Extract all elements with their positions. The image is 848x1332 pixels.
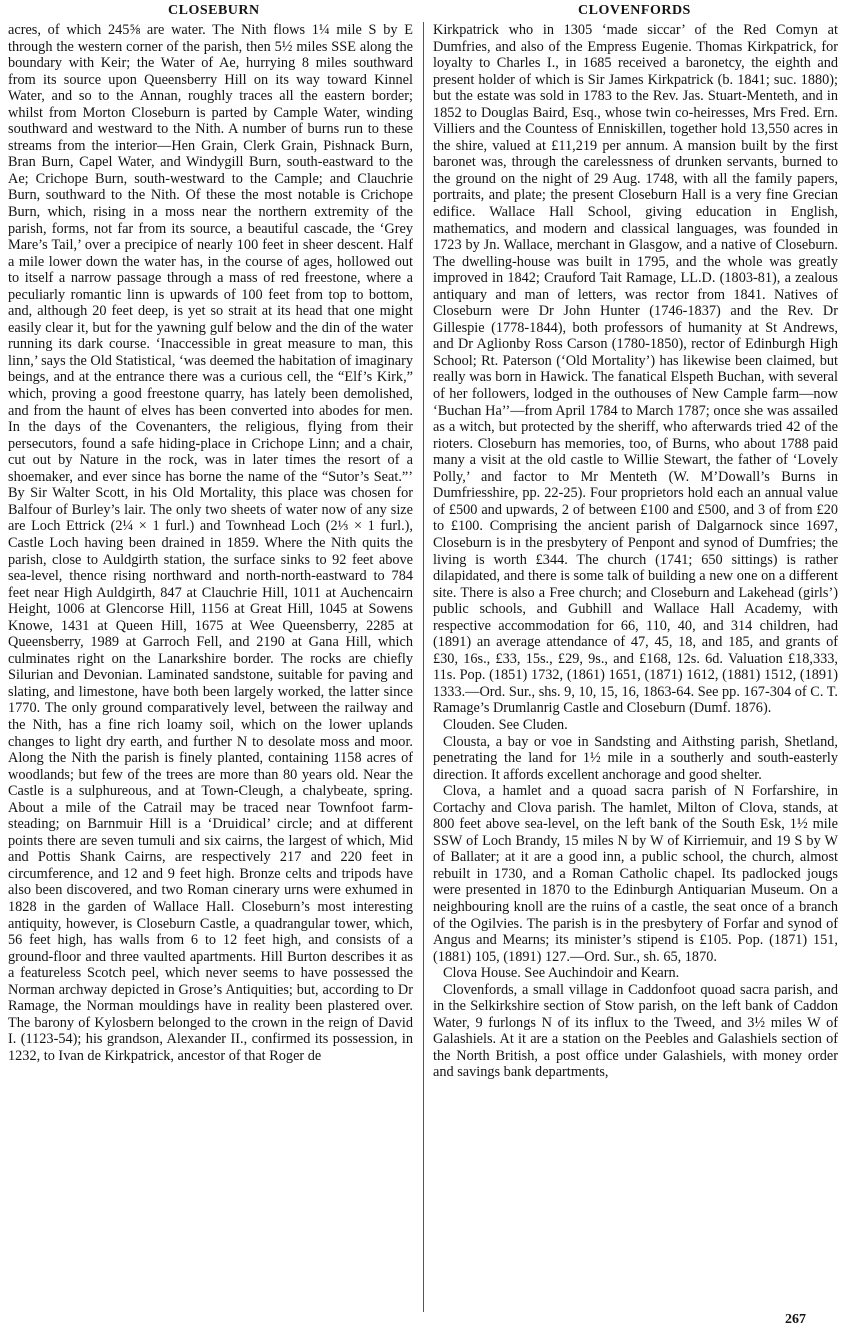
closeburn-text-conclusion: Kirkpatrick who in 1305 ‘made siccar’ of the Red Comyn at Dumfries, and also of the Empress Eugenie. Thomas Kirkpatrick, for loyalty to Charles I., in 1685 received a baronetcy, the eighth and present holder of which is Sir James Kirkpatrick (b. 1841; suc. 1880); but the estate was sold in 1783 to the Rev. Jas. Stuart-Menteth, and in 1852 to Douglas Baird, Esq., whose twin co-heiresses, Mrs Fred. Ern. Villiers and the Countess of Enniskillen, together hold 13,550 acres in the shire, valued at £11,219 per annum. A mansion built by the first baronet was, through the carelessness of drunken servants, burned to the ground on the night of 29 Aug. 1748, with all the family papers, portraits, and plate; the present Closeburn Hall is a very fine Grecian edifice. Wallace Hall School, giving education in English, mathematics, and modern and classical languages, was founded in 1723 by Jn. Wallace, merchant in Glasgow, and a native of Closeburn. The dwelling-house was built in 1795, and the whole was greatly improved in 1842; Crauford Tait Ramage, LL.D. (1803-81), a zealous antiquary and man of letters, was rector from 1841. Natives of Closeburn were Dr John Hunter (1746-1837) and the Rev. Dr Gillespie (1778-1844), both professors of humanity at St Andrews, and Dr Aglionby Ross Carson (1780-1850), rector of Edinburgh High School; Rt. Paterson (‘Old Mortality’) has likewise been claimed, but really was born in Hawick. The fanatical Elspeth Buchan, with several of her followers, lodged in the outhouses of New Cample farm—now ‘Buchan Ha’’—from April 1784 to March 1787; once she was assailed as a witch, but protected by the sheriff, who afterwards tried 42 of the rioters. Closeburn has memories, too, of Burns, who about 1788 paid many a visit at the old castle to Willie Stewart, the father of ‘Lovely Polly,’ and factor to Mr Menteth (W. M’Dowall’s Burns in Dumfriesshire, pp. 22-25). Four proprietors hold each an annual value of £500 and upwards, 2 of between £100 and £500, and 3 of from £20 to £100. Comprising the ancient parish of Dalgarnock since 1697, Closeburn is in the presbytery of Penpont and synod of Dumfries; the living is worth £344. The church (1741; 650 sittings) is rather dilapidated, and there is some talk of building a new one on a different site. There is also a Free church; and Closeburn and Lakehead (girls’) public schools, and Gubhill and Wallace Hall Academy, with respective accommodation for 66, 110, 40, and 314 children, had (1891) an average attendance of 47, 45, 18, and 185, and grants of £30, 16s., £33, 15s., £29, 9s., and £168, 12s. 6d. Valuation £18,333, 11s. Pop. (1851) 1732, (1861) 1651, (1871) 1612, (1881) 1512, (1891) 1333.—Ord. Sur., shs. 9, 10, 15, 16, 1863-64. See pp. 167-304 of C. T. Ramage’s Drumlanrig Castle and Closeburn (Dumf. 1876).: [433, 22, 838, 717]
right-column: [433, 22, 838, 1312]
left-column: [8, 22, 413, 1312]
running-head-left: CLOSEBURN: [168, 3, 260, 18]
entry-clovenfords: Clovenfords, a small village in Caddonfoot quoad sacra parish, and in the Selkirkshire section of Stow parish, on the left bank of Caddon Water, 9 furlongs N of its influx to the Tweed, and 3½ miles W of Galashiels. At it are a station on the Peebles and Galashiels section of the North British, a post office under Galashiels, with money order and savings bank departments,: [433, 981, 838, 1081]
running-head-right: CLOVENFORDS: [578, 3, 691, 18]
entry-clova-house: Clova House. See Auchindoir and Kearn.: [443, 965, 680, 982]
closeburn-text-continued: acres, of which 245⅝ are water. The Nith flows 1¼ mile S by E through the western corner of the parish, then 5½ miles SSE along the boundary with Keir; the Water of Ae, hurrying 8 miles southward from its source upon Queensberry Hill on its way toward Kinnel Water, and so to the Annan, roughly traces all the eastern border; whilst from Morton Closeburn is parted by Cample Water, winding southward and westward to the Nith. A number of burns run to these streams from the interior—Hen Grain, Clerk Grain, Pishnack Burn, Bran Burn, Capel Water, and Windygill Burn, south-eastward to the Ae; Crichope Burn, south-westward to the Cample; and Clauchrie Burn, southward to the Nith. Of these the most notable is Crichope Burn, which, rising in a moss near the northern extremity of the parish, forms, not far from its source, a beautiful cascade, the ‘Grey Mare’s Tail,’ over a precipice of nearly 100 feet in sheer descent. Half a mile lower down the water has, in the course of ages, hollowed out to itself a narrow passage through a mass of red freestone, where a peculiarly romantic linn is upwards of 100 feet from top to bottom, and, although 20 feet deep, is yet so strait at its head that one might easily clear it, but for the yawning gulf below and the din of the water running its dark course. ‘Inaccessible in great measure to man, this linn,’ says the Old Statistical, ‘was deemed the habitation of imaginary beings, and at the entrance there was a curious cell, the “Elf’s Kirk,” which, proving a good freestone quarry, has lately been demolished, and from the haunt of elves has been converted into abodes for men. In the days of the Covenanters, the religious, flying from their persecutors, found a safe hiding-place in Crichope Linn; and a chair, cut out by Nature in the rock, was in later times the resort of a shoemaker, and ever since has borne the name of the “Sutor’s Seat.”’ By Sir Walter Scott, in his Old Mortality, this place was chosen for Balfour of Burley’s lair. The only two sheets of water now of any size are Loch Ettrick (2¼ × 1 furl.) and Townhead Loch (2⅓ × 1 furl.), Castle Loch having been drained in 1859. Where the Nith quits the parish, close to Auldgirth station, the surface sinks to 92 feet above sea-level, thence rising northward and north-north-eastward to 784 feet near High Auldgirth, 847 at Clauchrie Hill, 1011 at Auchencairn Height, 1006 at Glencorse Hill, 1156 at Great Hill, 1045 at Sowens Knowe, 1431 at Queen Hill, 1675 at Wee Queensberry, 2285 at Queensberry, 1989 at Garroch Fell, and 2190 at Gana Hill, which culminates right on the Lanarkshire border. The rocks are chiefly Silurian and Devonian. Laminated sandstone, suitable for paving and slating, and limestone, have both been largely worked, the latter since 1770. The only ground comparatively level, between the railway and the Nith, has a fine rich loamy soil, which on the lower uplands changes to light dry earth, and further N to desolate moss and moor. Along the Nith the parish is finely planted, containing 1158 acres of woodlands; but few of the trees are more than 80 years old. Near the Castle is a sulphureous, and at Town-Cleugh, a chalybeate, spring. About a mile of the Catrail may be traced near Townfoot farm-steading; on Barnmuir Hill is a ‘Druidical’ circle; and at different points there are seven tumuli and six cairns, the largest of which, Mid and Pottis Shank Cairns, are respectively 217 and 220 feet in circumference, and 12 and 9 feet high. Bronze celts and tripods have also been discovered, and two Roman cinerary urns were exhumed in 1828 in the garden of Wallace Hall. Closeburn’s most interesting antiquity, however, is Closeburn Castle, a quadrangular tower, which, 56 feet high, has walls from 6 to 12 feet high, and consists of a ground-floor and three vaulted apartments. Hill Burton describes it as a featureless Scotch peel, which never seems to have possessed the Norman archway depicted in Grose’s Antiquities; but, according to Dr Ramage, the Norman mouldings have in reality been plastered over. The barony of Kylosbern belonged to the crown in the reign of David I. (1123-54); his grandson, Alexander II., confirmed its possession, in 1232, to Ivan de Kirkpatrick, ancestor of that Roger de: [8, 22, 413, 1064]
page-number: 267: [785, 1312, 806, 1327]
entry-clova: Clova, a hamlet and a quoad sacra parish of N Forfarshire, in Cortachy and Clova parish. The hamlet, Milton of Clova, stands, at 800 feet above sea-level, on the left bank of the South Esk, 1½ mile SSW of Loch Brandy, 15 miles N by W of Kirriemuir, and 19 S by W of Ballater; at it are a good inn, a public school, the church, almost rebuilt in 1730, and a Roman Catholic chapel. Its padlocked jougs were presented in 1870 to the Edinburgh Antiquarian Museum. On a neighbouring knoll are the ruins of a castle, the seat once of a branch of the Ogilvies. The parish is in the presbytery of Forfar and synod of Angus and Mearns; its minister’s stipend is £105. Pop. (1871) 151, (1881) 105, (1891) 127.—Ord. Sur., sh. 65, 1870.: [433, 783, 838, 965]
entry-clouden: Clouden. See Cluden.: [443, 716, 568, 733]
column-divider: [423, 22, 424, 1312]
entry-clousta: Clousta, a bay or voe in Sandsting and Aithsting parish, Shetland, penetrating the land for 1½ mile in a southerly and south-easterly direction. It affords excellent anchorage and good shelter.: [433, 733, 838, 783]
